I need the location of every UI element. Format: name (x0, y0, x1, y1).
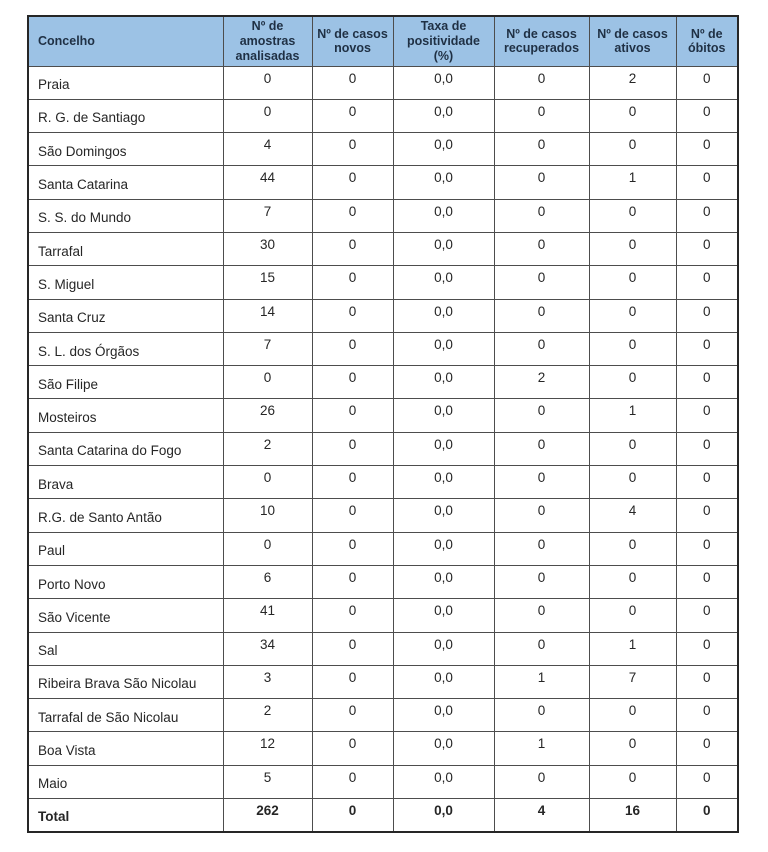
value-cell: 0,0 (393, 432, 494, 465)
concelho-cell: Santa Catarina do Fogo (28, 432, 223, 465)
value-cell: 0 (676, 232, 738, 265)
concelho-cell: São Domingos (28, 133, 223, 166)
value-cell: 41 (223, 599, 312, 632)
value-cell: 0 (494, 632, 589, 665)
value-cell: 0 (676, 166, 738, 199)
value-cell: 0 (589, 432, 676, 465)
concelho-cell: S. S. do Mundo (28, 199, 223, 232)
value-cell: 0 (676, 665, 738, 698)
value-cell: 0 (312, 199, 393, 232)
column-header-concelho: Concelho (28, 16, 223, 66)
value-cell: 0,0 (393, 499, 494, 532)
value-cell: 0,0 (393, 532, 494, 565)
table-total-row (28, 799, 738, 832)
value-cell: 262 (223, 799, 312, 832)
value-cell: 15 (223, 266, 312, 299)
value-cell: 0,0 (393, 232, 494, 265)
value-cell: 0 (312, 565, 393, 598)
value-cell: 3 (223, 665, 312, 698)
value-cell: 0 (494, 232, 589, 265)
concelho-cell: Boa Vista (28, 732, 223, 765)
table-row (28, 232, 738, 265)
value-cell: 0,0 (393, 66, 494, 99)
concelho-cell: Tarrafal (28, 232, 223, 265)
value-cell: 0 (312, 332, 393, 365)
value-cell: 0,0 (393, 266, 494, 299)
value-cell: 5 (223, 765, 312, 798)
value-cell: 0,0 (393, 732, 494, 765)
value-cell: 44 (223, 166, 312, 199)
value-cell: 0 (494, 166, 589, 199)
value-cell: 0,0 (393, 665, 494, 698)
concelho-cell: Porto Novo (28, 565, 223, 598)
table-row (28, 299, 738, 332)
value-cell: 0 (312, 66, 393, 99)
value-cell: 34 (223, 632, 312, 665)
value-cell: 0 (312, 133, 393, 166)
table-row (28, 565, 738, 598)
value-cell: 0,0 (393, 699, 494, 732)
value-cell: 0 (312, 99, 393, 132)
value-cell: 0 (676, 532, 738, 565)
value-cell: 2 (589, 66, 676, 99)
value-cell: 0 (223, 99, 312, 132)
value-cell: 0 (494, 399, 589, 432)
value-cell: 4 (223, 133, 312, 166)
value-cell: 0,0 (393, 765, 494, 798)
concelho-cell: Total (28, 799, 223, 832)
value-cell: 0 (312, 665, 393, 698)
value-cell: 0 (589, 565, 676, 598)
table-row (28, 266, 738, 299)
table-row (28, 699, 738, 732)
concelho-cell: Sal (28, 632, 223, 665)
table-row (28, 332, 738, 365)
value-cell: 10 (223, 499, 312, 532)
value-cell: 0 (223, 66, 312, 99)
value-cell: 1 (494, 665, 589, 698)
value-cell: 0 (494, 499, 589, 532)
value-cell: 1 (589, 166, 676, 199)
value-cell: 0 (494, 532, 589, 565)
value-cell: 0 (312, 699, 393, 732)
value-cell: 0 (676, 266, 738, 299)
concelho-cell: R.G. de Santo Antão (28, 499, 223, 532)
value-cell: 0 (312, 466, 393, 499)
table-row (28, 199, 738, 232)
value-cell: 0 (589, 266, 676, 299)
table-row (28, 765, 738, 798)
value-cell: 0 (676, 732, 738, 765)
value-cell: 6 (223, 565, 312, 598)
value-cell: 1 (589, 632, 676, 665)
value-cell: 0 (494, 765, 589, 798)
value-cell: 2 (223, 699, 312, 732)
value-cell: 0 (494, 432, 589, 465)
value-cell: 0,0 (393, 565, 494, 598)
column-header-5: Nº de casos ativos (589, 16, 676, 66)
value-cell: 7 (223, 199, 312, 232)
value-cell: 0 (494, 99, 589, 132)
value-cell: 0 (312, 399, 393, 432)
value-cell: 2 (494, 366, 589, 399)
table-row (28, 532, 738, 565)
value-cell: 0 (676, 432, 738, 465)
value-cell: 0 (494, 133, 589, 166)
table-row (28, 166, 738, 199)
table-row (28, 732, 738, 765)
value-cell: 0 (312, 599, 393, 632)
column-header-3: Taxa de positividade (%) (393, 16, 494, 66)
value-cell: 7 (589, 665, 676, 698)
value-cell: 0,0 (393, 99, 494, 132)
concelho-cell: S. L. dos Órgãos (28, 332, 223, 365)
value-cell: 0 (676, 199, 738, 232)
column-header-1: Nº de amostras analisadas (223, 16, 312, 66)
value-cell: 0 (676, 399, 738, 432)
value-cell: 0 (312, 266, 393, 299)
value-cell: 12 (223, 732, 312, 765)
value-cell: 0 (676, 66, 738, 99)
value-cell: 0 (494, 332, 589, 365)
concelho-cell: Santa Catarina (28, 166, 223, 199)
concelho-cell: Paul (28, 532, 223, 565)
table-row (28, 399, 738, 432)
value-cell: 0 (494, 66, 589, 99)
value-cell: 0 (589, 466, 676, 499)
table-row (28, 599, 738, 632)
value-cell: 0,0 (393, 466, 494, 499)
value-cell: 30 (223, 232, 312, 265)
value-cell: 0 (676, 699, 738, 732)
value-cell: 0 (589, 332, 676, 365)
value-cell: 2 (223, 432, 312, 465)
value-cell: 0 (676, 632, 738, 665)
table-row (28, 66, 738, 99)
value-cell: 0 (312, 732, 393, 765)
value-cell: 0 (589, 599, 676, 632)
table-header-row (28, 16, 738, 66)
value-cell: 0 (676, 565, 738, 598)
value-cell: 1 (589, 399, 676, 432)
value-cell: 0 (589, 699, 676, 732)
value-cell: 14 (223, 299, 312, 332)
concelho-cell: São Filipe (28, 366, 223, 399)
value-cell: 0,0 (393, 632, 494, 665)
value-cell: 0 (589, 232, 676, 265)
value-cell: 1 (494, 732, 589, 765)
value-cell: 0 (312, 765, 393, 798)
value-cell: 0 (312, 232, 393, 265)
value-cell: 0 (676, 99, 738, 132)
value-cell: 0 (676, 299, 738, 332)
value-cell: 0,0 (393, 366, 494, 399)
concelho-cell: R. G. de Santiago (28, 99, 223, 132)
value-cell: 7 (223, 332, 312, 365)
concelho-cell: Tarrafal de São Nicolau (28, 699, 223, 732)
concelho-cell: Mosteiros (28, 399, 223, 432)
concelho-cell: Santa Cruz (28, 299, 223, 332)
value-cell: 0 (223, 466, 312, 499)
value-cell: 0 (494, 565, 589, 598)
value-cell: 0 (589, 732, 676, 765)
column-header-4: Nº de casos recuperados (494, 16, 589, 66)
value-cell: 0 (589, 99, 676, 132)
value-cell: 0 (312, 632, 393, 665)
value-cell: 0 (676, 466, 738, 499)
value-cell: 0,0 (393, 599, 494, 632)
value-cell: 0,0 (393, 133, 494, 166)
value-cell: 0 (223, 366, 312, 399)
value-cell: 26 (223, 399, 312, 432)
value-cell: 0 (494, 699, 589, 732)
value-cell: 0,0 (393, 166, 494, 199)
value-cell: 0,0 (393, 332, 494, 365)
value-cell: 0,0 (393, 799, 494, 832)
value-cell: 0,0 (393, 299, 494, 332)
value-cell: 0 (494, 199, 589, 232)
value-cell: 0 (589, 199, 676, 232)
value-cell: 4 (589, 499, 676, 532)
value-cell: 0 (676, 765, 738, 798)
value-cell: 0 (676, 799, 738, 832)
value-cell: 0 (312, 299, 393, 332)
value-cell: 0 (494, 599, 589, 632)
value-cell: 0 (312, 799, 393, 832)
table-row (28, 466, 738, 499)
value-cell: 0 (676, 133, 738, 166)
value-cell: 0 (494, 299, 589, 332)
value-cell: 16 (589, 799, 676, 832)
table-row (28, 99, 738, 132)
value-cell: 0 (676, 366, 738, 399)
value-cell: 0 (589, 366, 676, 399)
value-cell: 0 (312, 432, 393, 465)
value-cell: 0,0 (393, 199, 494, 232)
value-cell: 0 (312, 499, 393, 532)
value-cell: 0 (589, 299, 676, 332)
concelho-covid-table (27, 15, 739, 833)
value-cell: 0 (676, 499, 738, 532)
concelho-cell: Ribeira Brava São Nicolau (28, 665, 223, 698)
column-header-2: Nº de casos novos (312, 16, 393, 66)
value-cell: 0 (312, 532, 393, 565)
value-cell: 4 (494, 799, 589, 832)
value-cell: 0 (312, 366, 393, 399)
concelho-cell: São Vicente (28, 599, 223, 632)
table-row (28, 632, 738, 665)
value-cell: 0 (676, 332, 738, 365)
concelho-cell: Praia (28, 66, 223, 99)
table-row (28, 133, 738, 166)
document-page (27, 15, 739, 833)
value-cell: 0,0 (393, 399, 494, 432)
value-cell: 0 (676, 599, 738, 632)
value-cell: 0 (494, 266, 589, 299)
value-cell: 0 (589, 765, 676, 798)
value-cell: 0 (223, 532, 312, 565)
table-row (28, 432, 738, 465)
table-row (28, 665, 738, 698)
concelho-cell: Maio (28, 765, 223, 798)
table-row (28, 499, 738, 532)
value-cell: 0 (494, 466, 589, 499)
value-cell: 0 (312, 166, 393, 199)
value-cell: 0 (589, 133, 676, 166)
concelho-cell: S. Miguel (28, 266, 223, 299)
column-header-6: Nº de óbitos (676, 16, 738, 66)
value-cell: 0 (589, 532, 676, 565)
concelho-cell: Brava (28, 466, 223, 499)
table-row (28, 366, 738, 399)
